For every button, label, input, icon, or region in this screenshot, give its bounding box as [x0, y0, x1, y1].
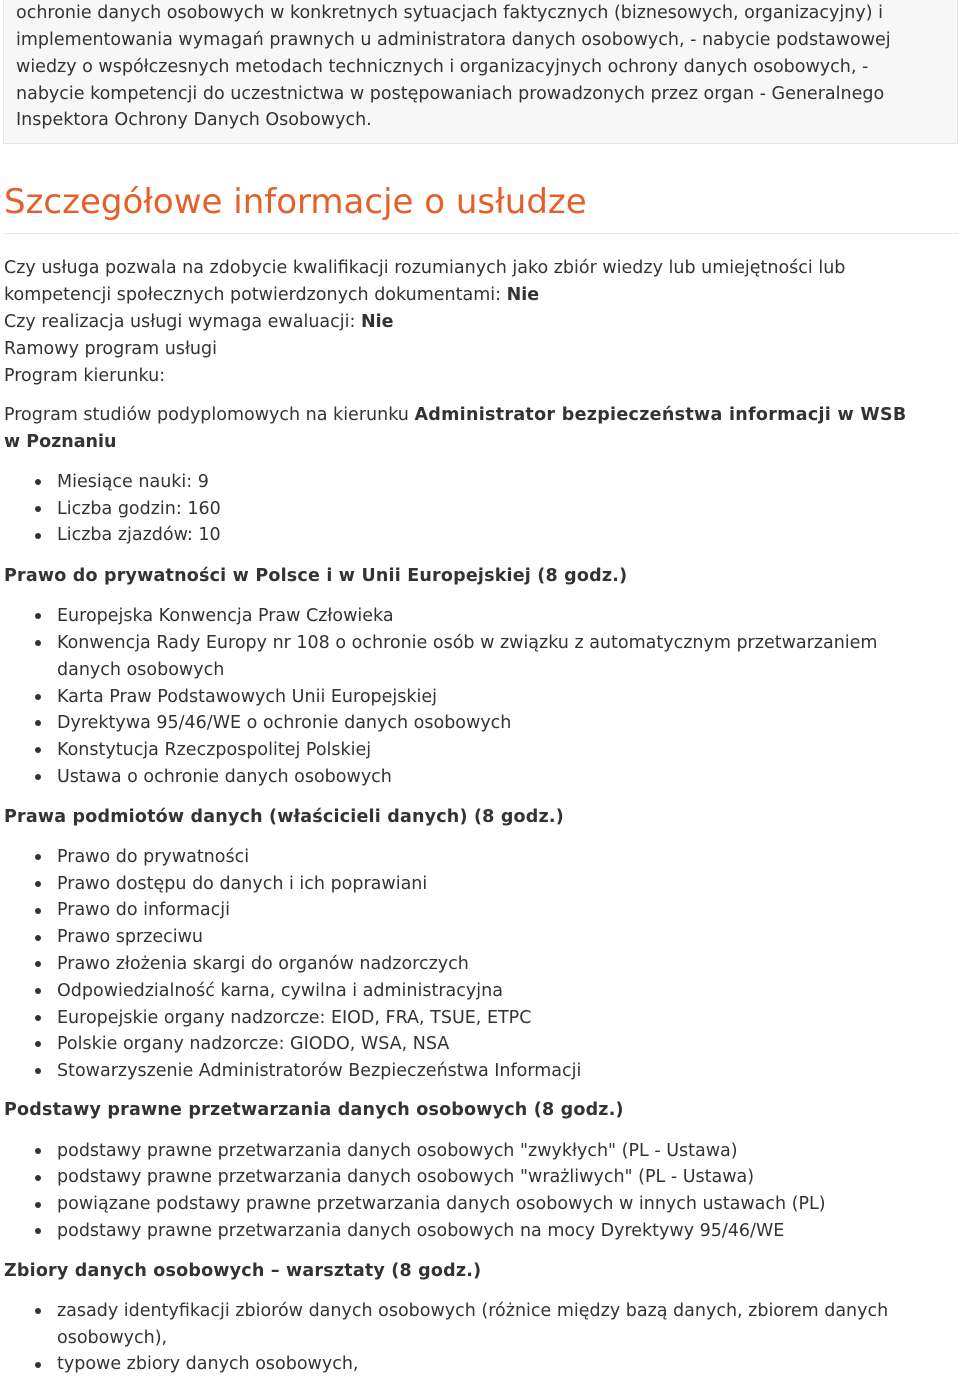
program-name: Administrator bezpieczeństwa informacji w WSB [414, 405, 907, 425]
list-item: zasady identyfikacji zbiorów danych osobowych (różnice między bazą danych, zbiorem danych [57, 1301, 889, 1321]
program-name-cont: w Poznaniu [4, 432, 117, 452]
bullet-icon [35, 881, 41, 887]
intro-line: nabycie kompetencji do uczestnictwa w postępowaniach prowadzonych przez organ - Generalnego [16, 84, 885, 104]
list-item: Prawo do prywatności [57, 847, 250, 867]
bullet-icon [35, 935, 41, 941]
list-item: Europejskie organy nadzorcze: EIOD, FRA, TSUE, ETPC [57, 1008, 532, 1028]
bullet-icon [35, 720, 41, 726]
qualification-question-cont: kompetencji społecznych potwierdzonych dokumentami: Nie [4, 285, 540, 305]
bullet-icon [35, 1148, 41, 1154]
intro-line: implementowania wymagań prawnych u administratora danych osobowych, - nabycie podstawowej [16, 30, 891, 50]
qualification-answer: Nie [506, 285, 540, 305]
list-item: Prawo dostępu do danych i ich poprawiani [57, 874, 428, 894]
bullet-icon [35, 988, 41, 994]
intro-line: ochronie danych osobowych w konkretnych sytuacjach faktycznych (biznesowych, organizacyjny) i [16, 3, 883, 23]
bullet-icon [35, 1202, 41, 1208]
list-item: Miesiące nauki: 9 [57, 472, 209, 492]
list-item: Polskie organy nadzorcze: GIODO, WSA, NSA [57, 1034, 450, 1054]
section-heading: Prawo do prywatności w Polsce i w Unii Europejskiej (8 godz.) [4, 566, 628, 586]
list-item: Prawo sprzeciwu [57, 927, 204, 947]
list-item: podstawy prawne przetwarzania danych osobowych "zwykłych" (PL - Ustawa) [57, 1141, 738, 1161]
title-divider [4, 233, 958, 234]
bullet-icon [35, 908, 41, 914]
list-item: typowe zbiory danych osobowych, [57, 1354, 359, 1374]
program-description: Program studiów podyplomowych na kierunku Administrator bezpieczeństwa informacji w WSB [4, 405, 907, 425]
bullet-icon [35, 747, 41, 753]
list-item: Dyrektywa 95/46/WE o ochronie danych osobowych [57, 713, 512, 733]
bullet-icon [35, 613, 41, 619]
bullet-icon [35, 1068, 41, 1074]
list-item: Prawo złożenia skargi do organów nadzorczych [57, 954, 469, 974]
evaluation-question: Czy realizacja usługi wymaga ewaluacji: Nie [4, 312, 394, 332]
list-item-cont: osobowych), [57, 1328, 168, 1348]
bullet-icon [35, 506, 41, 512]
list-item: Liczba godzin: 160 [57, 499, 221, 519]
list-item: Karta Praw Podstawowych Unii Europejskiej [57, 687, 438, 707]
list-item: Prawo do informacji [57, 900, 230, 920]
program-label: Program kierunku: [4, 366, 166, 386]
list-item: powiązane podstawy prawne przetwarzania danych osobowych w innych ustawach (PL) [57, 1194, 826, 1214]
section-title: Szczegółowe informacje o usłudze [4, 182, 587, 222]
framework-program-label: Ramowy program usługi [4, 339, 217, 359]
bullet-icon [35, 533, 41, 539]
bullet-icon [35, 774, 41, 780]
section-heading: Prawa podmiotów danych (właścicieli danych) (8 godz.) [4, 807, 564, 827]
bullet-icon [35, 1362, 41, 1368]
intro-line: wiedzy o współczesnych metodach technicznych i organizacyjnych ochrony danych osobowych, - [16, 57, 869, 77]
bullet-icon [35, 1228, 41, 1234]
list-item: Ustawa o ochronie danych osobowych [57, 767, 392, 787]
list-item: Odpowiedzialność karna, cywilna i administracyjna [57, 981, 503, 1001]
bullet-icon [35, 1175, 41, 1181]
bullet-icon [35, 694, 41, 700]
list-item: Konwencja Rady Europy nr 108 o ochronie osób w związku z automatycznym przetwarzaniem [57, 633, 878, 653]
bullet-icon [35, 1015, 41, 1021]
list-item: podstawy prawne przetwarzania danych osobowych na mocy Dyrektywy 95/46/WE [57, 1221, 785, 1241]
section-heading: Zbiory danych osobowych – warsztaty (8 godz.) [4, 1261, 482, 1281]
list-item: Europejska Konwencja Praw Człowieka [57, 606, 394, 626]
evaluation-answer: Nie [360, 312, 394, 332]
list-item: Liczba zjazdów: 10 [57, 525, 221, 545]
bullet-icon [35, 640, 41, 646]
course-objectives-box [3, 0, 958, 144]
bullet-icon [35, 1308, 41, 1314]
bullet-icon [35, 961, 41, 967]
list-item-cont: danych osobowych [57, 660, 225, 680]
section-heading: Podstawy prawne przetwarzania danych osobowych (8 godz.) [4, 1100, 624, 1120]
list-item: Stowarzyszenie Administratorów Bezpieczeństwa Informacji [57, 1061, 582, 1081]
list-item: Konstytucja Rzeczpospolitej Polskiej [57, 740, 372, 760]
qualification-question: Czy usługa pozwala na zdobycie kwalifikacji rozumianych jako zbiór wiedzy lub umiejętności lub [4, 258, 846, 278]
bullet-icon [35, 1041, 41, 1047]
bullet-icon [35, 854, 41, 860]
intro-line: Inspektora Ochrony Danych Osobowych. [16, 110, 372, 130]
list-item: podstawy prawne przetwarzania danych osobowych "wrażliwych" (PL - Ustawa) [57, 1167, 755, 1187]
bullet-icon [35, 479, 41, 485]
